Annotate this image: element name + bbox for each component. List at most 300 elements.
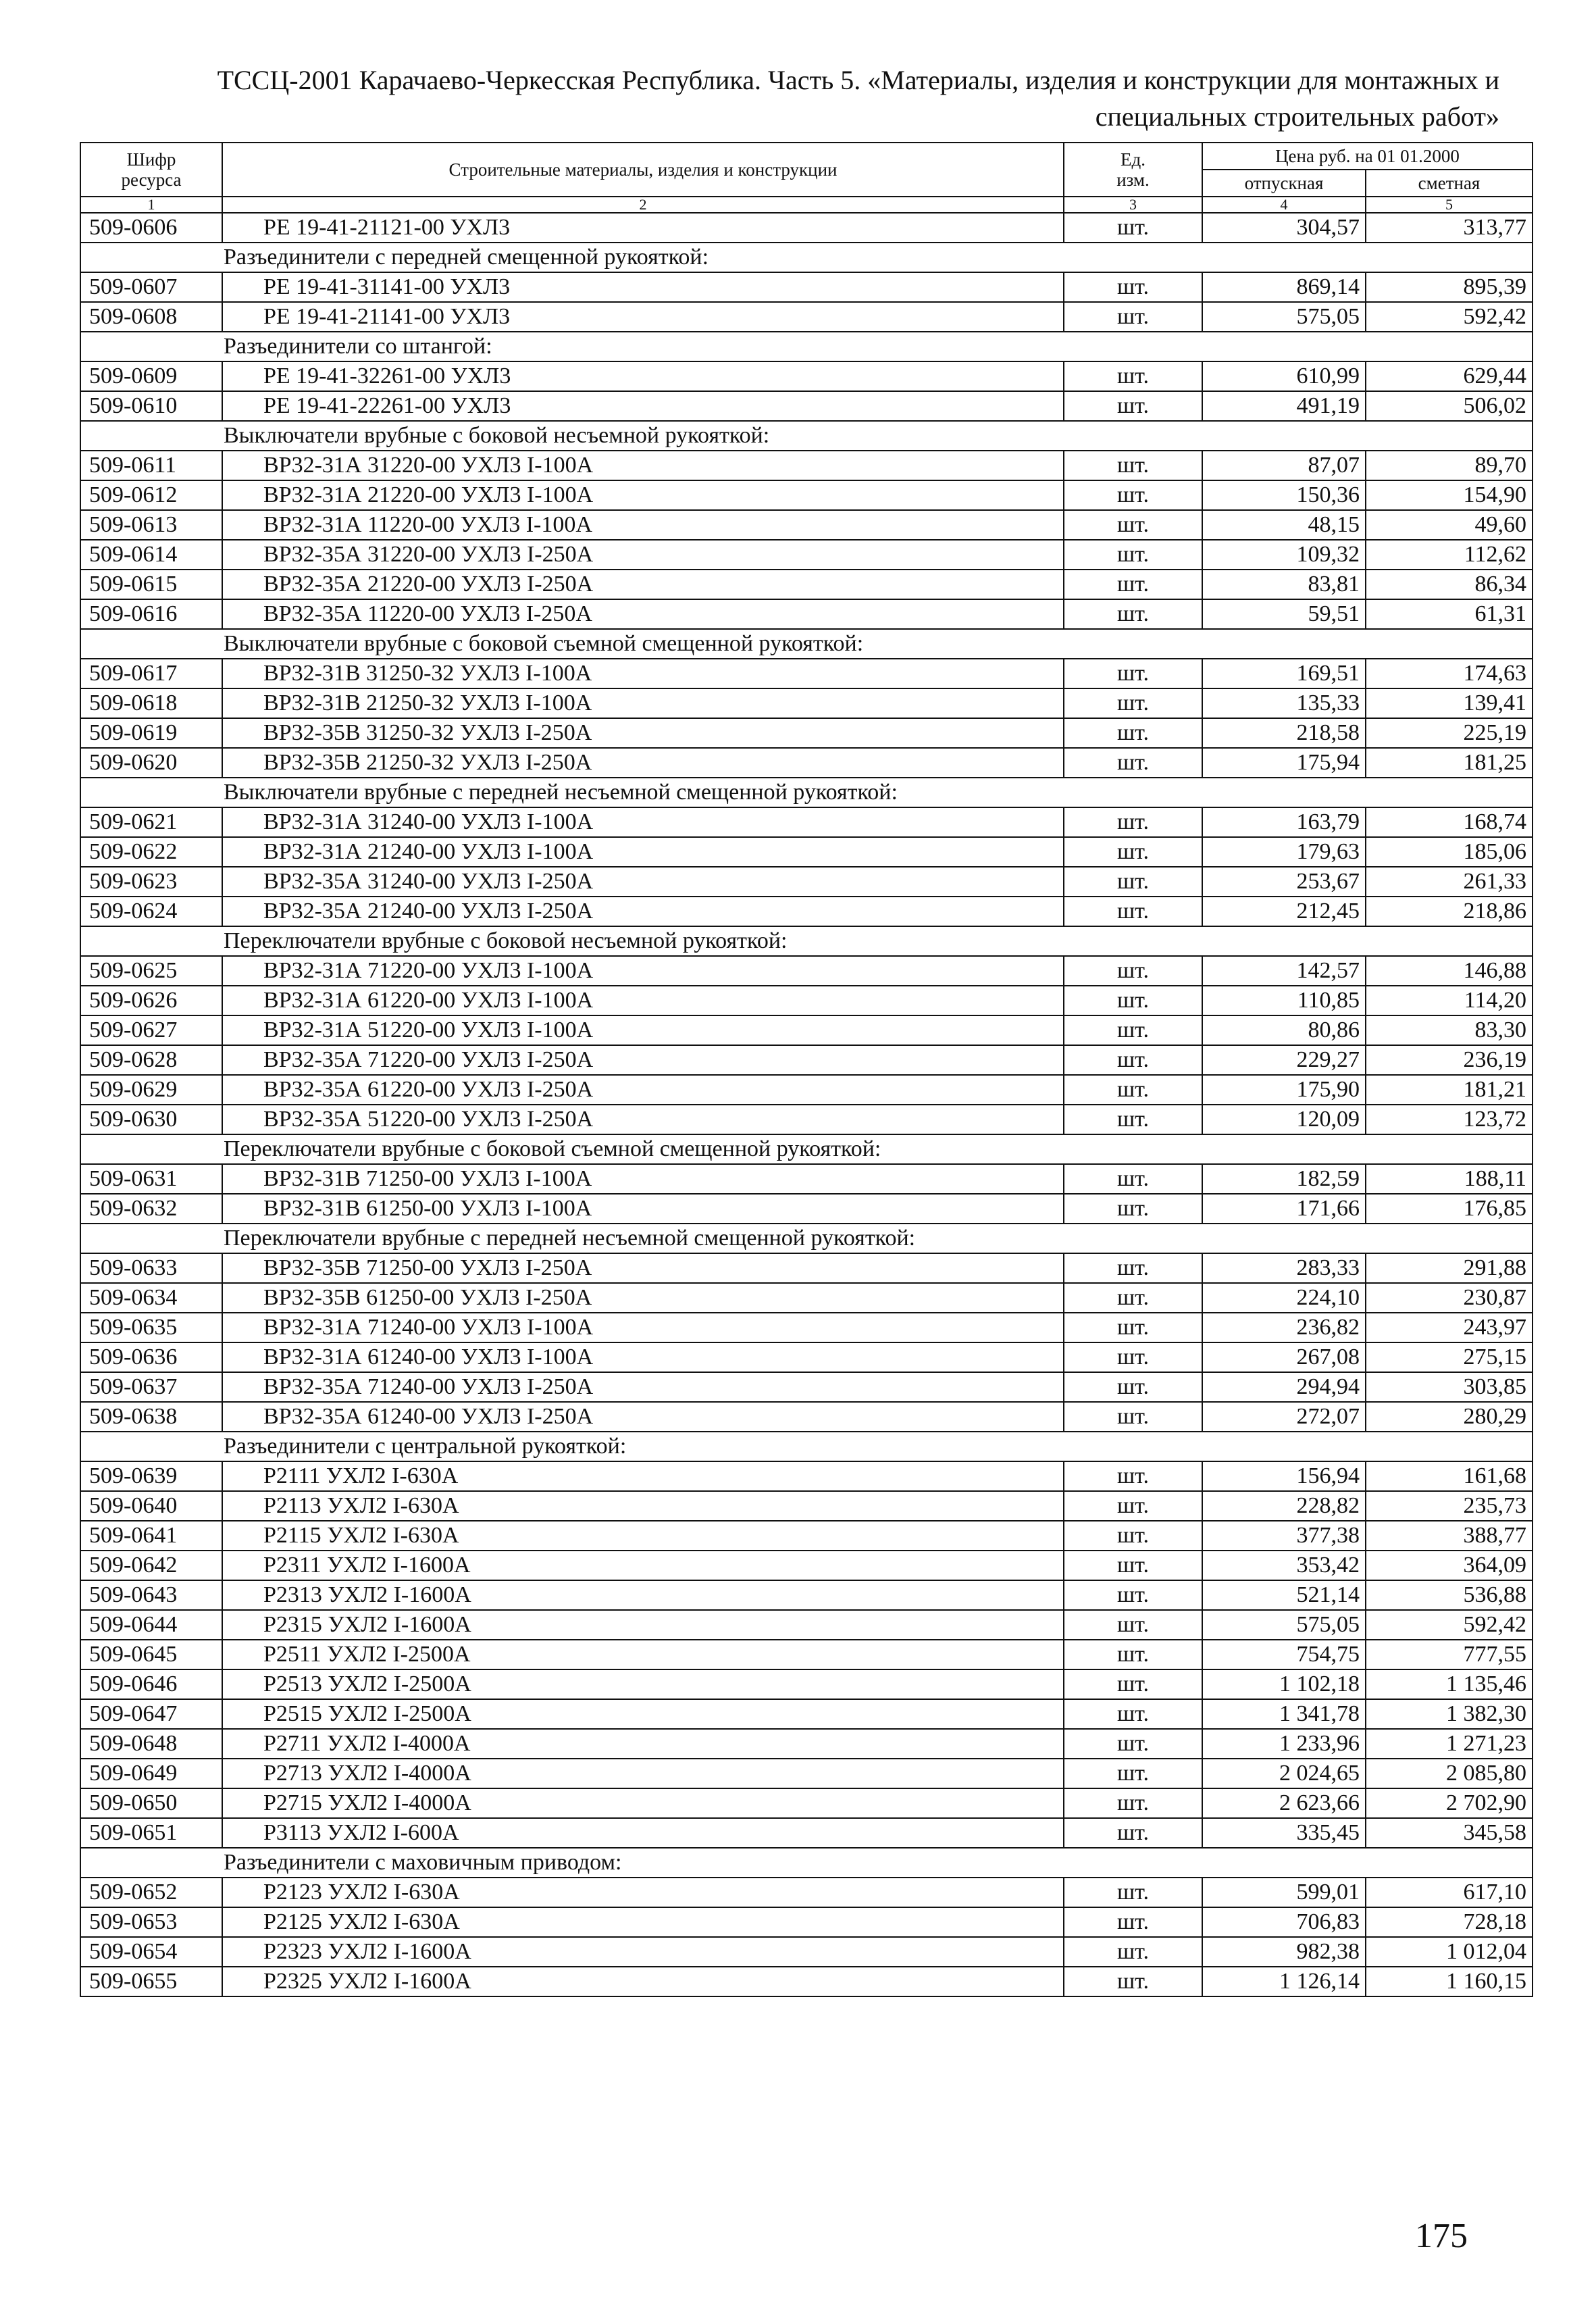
material-name-cell: РЕ 19-41-31141-00 УХЛ3 xyxy=(222,272,1064,302)
section-empty-cell xyxy=(80,629,222,659)
resource-code-cell: 509-0635 xyxy=(80,1313,222,1342)
release-price-cell: 135,33 xyxy=(1202,688,1366,718)
table-row xyxy=(80,599,1533,629)
table-row xyxy=(80,1491,1533,1521)
unit-cell: шт. xyxy=(1064,1580,1202,1610)
unit-cell: шт. xyxy=(1064,1788,1202,1818)
table-row xyxy=(80,1105,1533,1134)
material-name-cell: ВР32-35А 51220-00 УХЛ3 I-250А xyxy=(222,1105,1064,1134)
resource-code-cell: 509-0612 xyxy=(80,480,222,510)
estimate-price-cell: 185,06 xyxy=(1366,837,1533,867)
unit-cell: шт. xyxy=(1064,1342,1202,1372)
table-row xyxy=(80,1342,1533,1372)
unit-cell: шт. xyxy=(1064,599,1202,629)
resource-code-cell: 509-0613 xyxy=(80,510,222,540)
material-name-cell: Р2311 УХЛ2 I-1600А xyxy=(222,1551,1064,1580)
material-name-cell: ВР32-31А 31240-00 УХЛ3 I-100А xyxy=(222,807,1064,837)
table-row xyxy=(80,1759,1533,1788)
section-title: Разъединители с маховичным приводом: xyxy=(222,1848,1533,1878)
estimate-price-cell: 388,77 xyxy=(1366,1521,1533,1551)
release-price-cell: 599,01 xyxy=(1202,1878,1366,1907)
table-row xyxy=(80,748,1533,778)
table-row xyxy=(80,1194,1533,1224)
section-empty-cell xyxy=(80,926,222,956)
release-price-cell: 83,81 xyxy=(1202,570,1366,599)
resource-code-cell: 509-0647 xyxy=(80,1699,222,1729)
resource-code-cell: 509-0626 xyxy=(80,986,222,1015)
section-header-row xyxy=(80,421,1533,451)
material-name-cell: Р2323 УХЛ2 I-1600А xyxy=(222,1937,1064,1967)
resource-code-cell: 509-0640 xyxy=(80,1491,222,1521)
release-price-cell: 218,58 xyxy=(1202,718,1366,748)
section-title: Разъединители с передней смещенной рукояткой: xyxy=(222,243,1533,272)
resource-code-cell: 509-0619 xyxy=(80,718,222,748)
table-row xyxy=(80,1699,1533,1729)
release-price-cell: 179,63 xyxy=(1202,837,1366,867)
column-number: 3 xyxy=(1064,197,1202,213)
resource-code-cell: 509-0645 xyxy=(80,1640,222,1669)
section-header-row xyxy=(80,332,1533,361)
estimate-price-cell: 243,97 xyxy=(1366,1313,1533,1342)
resource-code-cell: 509-0627 xyxy=(80,1015,222,1045)
material-name-cell: ВР32-31А 51220-00 УХЛ3 I-100А xyxy=(222,1015,1064,1045)
unit-cell: шт. xyxy=(1064,391,1202,421)
header-price-release: отпускная xyxy=(1202,170,1366,197)
unit-cell: шт. xyxy=(1064,1105,1202,1134)
unit-cell: шт. xyxy=(1064,451,1202,480)
unit-cell: шт. xyxy=(1064,1491,1202,1521)
release-price-cell: 80,86 xyxy=(1202,1015,1366,1045)
release-price-cell: 228,82 xyxy=(1202,1491,1366,1521)
estimate-price-cell: 506,02 xyxy=(1366,391,1533,421)
section-header-row xyxy=(80,926,1533,956)
section-empty-cell xyxy=(80,778,222,807)
estimate-price-cell: 1 160,15 xyxy=(1366,1967,1533,1996)
column-number: 5 xyxy=(1366,197,1533,213)
unit-cell: шт. xyxy=(1064,1372,1202,1402)
material-name-cell: ВР32-35В 31250-32 УХЛ3 I-250А xyxy=(222,718,1064,748)
material-name-cell: ВР32-31В 61250-00 УХЛ3 I-100А xyxy=(222,1194,1064,1224)
resource-code-cell: 509-0606 xyxy=(80,213,222,243)
release-price-cell: 110,85 xyxy=(1202,986,1366,1015)
unit-cell: шт. xyxy=(1064,867,1202,897)
section-title: Переключатели врубные с боковой несъемной рукояткой: xyxy=(222,926,1533,956)
material-name-cell: Р2313 УХЛ2 I-1600А xyxy=(222,1580,1064,1610)
material-name-cell: РЕ 19-41-32261-00 УХЛ3 xyxy=(222,361,1064,391)
release-price-cell: 377,38 xyxy=(1202,1521,1366,1551)
release-price-cell: 1 341,78 xyxy=(1202,1699,1366,1729)
estimate-price-cell: 592,42 xyxy=(1366,1610,1533,1640)
table-row xyxy=(80,302,1533,332)
estimate-price-cell: 181,21 xyxy=(1366,1075,1533,1105)
material-name-cell: Р2123 УХЛ2 I-630А xyxy=(222,1878,1064,1907)
estimate-price-cell: 1 012,04 xyxy=(1366,1937,1533,1967)
estimate-price-cell: 280,29 xyxy=(1366,1402,1533,1432)
release-price-cell: 1 102,18 xyxy=(1202,1669,1366,1699)
estimate-price-cell: 235,73 xyxy=(1366,1491,1533,1521)
unit-cell: шт. xyxy=(1064,659,1202,688)
material-name-cell: ВР32-35А 71220-00 УХЛ3 I-250А xyxy=(222,1045,1064,1075)
release-price-cell: 1 126,14 xyxy=(1202,1967,1366,1996)
section-title: Выключатели врубные с боковой съемной смещенной рукояткой: xyxy=(222,629,1533,659)
table-row xyxy=(80,1640,1533,1669)
release-price-cell: 171,66 xyxy=(1202,1194,1366,1224)
section-empty-cell xyxy=(80,421,222,451)
section-title: Переключатели врубные с передней несъемной смещенной рукояткой: xyxy=(222,1224,1533,1253)
estimate-price-cell: 728,18 xyxy=(1366,1907,1533,1937)
release-price-cell: 175,94 xyxy=(1202,748,1366,778)
section-empty-cell xyxy=(80,1224,222,1253)
release-price-cell: 706,83 xyxy=(1202,1907,1366,1937)
estimate-price-cell: 1 271,23 xyxy=(1366,1729,1533,1759)
unit-cell: шт. xyxy=(1064,1521,1202,1551)
material-name-cell: ВР32-31В 71250-00 УХЛ3 I-100А xyxy=(222,1164,1064,1194)
header-code xyxy=(80,143,222,197)
material-name-cell: ВР32-35А 21240-00 УХЛ3 I-250А xyxy=(222,897,1064,926)
release-price-cell: 294,94 xyxy=(1202,1372,1366,1402)
material-name-cell: ВР32-35В 21250-32 УХЛ3 I-250А xyxy=(222,748,1064,778)
header-price-estimate: сметная xyxy=(1366,170,1533,197)
estimate-price-cell: 188,11 xyxy=(1366,1164,1533,1194)
unit-cell: шт. xyxy=(1064,1729,1202,1759)
section-title: Разъединители с центральной рукояткой: xyxy=(222,1432,1533,1461)
unit-cell: шт. xyxy=(1064,1610,1202,1640)
header-unit-line2: изм. xyxy=(1116,170,1150,190)
section-header-row xyxy=(80,778,1533,807)
table-row xyxy=(80,956,1533,986)
unit-cell: шт. xyxy=(1064,1818,1202,1848)
unit-cell: шт. xyxy=(1064,1907,1202,1937)
release-price-cell: 575,05 xyxy=(1202,302,1366,332)
unit-cell: шт. xyxy=(1064,1461,1202,1491)
section-empty-cell xyxy=(80,1432,222,1461)
unit-cell: шт. xyxy=(1064,480,1202,510)
table-row xyxy=(80,1907,1533,1937)
material-name-cell: РЕ 19-41-21121-00 УХЛ3 xyxy=(222,213,1064,243)
section-title: Выключатели врубные с передней несъемной смещенной рукояткой: xyxy=(222,778,1533,807)
table-row xyxy=(80,1729,1533,1759)
table-row xyxy=(80,1075,1533,1105)
page-number: 175 xyxy=(1415,2217,1468,2255)
section-title: Разъединители со штангой: xyxy=(222,332,1533,361)
table-row xyxy=(80,1253,1533,1283)
resource-code-cell: 509-0622 xyxy=(80,837,222,867)
table-row xyxy=(80,213,1533,243)
table-row xyxy=(80,1937,1533,1967)
material-name-cell: ВР32-35А 71240-00 УХЛ3 I-250А xyxy=(222,1372,1064,1402)
section-header-row xyxy=(80,629,1533,659)
release-price-cell: 87,07 xyxy=(1202,451,1366,480)
estimate-price-cell: 168,74 xyxy=(1366,807,1533,837)
estimate-price-cell: 261,33 xyxy=(1366,867,1533,897)
column-number: 2 xyxy=(222,197,1064,213)
unit-cell: шт. xyxy=(1064,1759,1202,1788)
table-row xyxy=(80,1461,1533,1491)
table-row xyxy=(80,510,1533,540)
material-name-cell: Р2511 УХЛ2 I-2500А xyxy=(222,1640,1064,1669)
resource-code-cell: 509-0636 xyxy=(80,1342,222,1372)
column-number: 1 xyxy=(80,197,222,213)
table-row xyxy=(80,1788,1533,1818)
table-row xyxy=(80,1521,1533,1551)
release-price-cell: 267,08 xyxy=(1202,1342,1366,1372)
estimate-price-cell: 236,19 xyxy=(1366,1045,1533,1075)
estimate-price-cell: 123,72 xyxy=(1366,1105,1533,1134)
resource-code-cell: 509-0652 xyxy=(80,1878,222,1907)
resource-code-cell: 509-0628 xyxy=(80,1045,222,1075)
resource-code-cell: 509-0620 xyxy=(80,748,222,778)
release-price-cell: 156,94 xyxy=(1202,1461,1366,1491)
unit-cell: шт. xyxy=(1064,688,1202,718)
material-name-cell: ВР32-31А 61240-00 УХЛ3 I-100А xyxy=(222,1342,1064,1372)
material-name-cell: РЕ 19-41-21141-00 УХЛ3 xyxy=(222,302,1064,332)
unit-cell: шт. xyxy=(1064,1313,1202,1342)
table-row xyxy=(80,1580,1533,1610)
section-title: Выключатели врубные с боковой несъемной рукояткой: xyxy=(222,421,1533,451)
table-row xyxy=(80,1402,1533,1432)
estimate-price-cell: 617,10 xyxy=(1366,1878,1533,1907)
release-price-cell: 304,57 xyxy=(1202,213,1366,243)
estimate-price-cell: 629,44 xyxy=(1366,361,1533,391)
resource-code-cell: 509-0623 xyxy=(80,867,222,897)
unit-cell: шт. xyxy=(1064,540,1202,570)
unit-cell: шт. xyxy=(1064,1967,1202,1996)
material-name-cell: Р2715 УХЛ2 I-4000А xyxy=(222,1788,1064,1818)
estimate-price-cell: 303,85 xyxy=(1366,1372,1533,1402)
table-row xyxy=(80,480,1533,510)
table-row xyxy=(80,570,1533,599)
table-row xyxy=(80,1669,1533,1699)
section-header-row xyxy=(80,1224,1533,1253)
estimate-price-cell: 176,85 xyxy=(1366,1194,1533,1224)
estimate-price-cell: 1 135,46 xyxy=(1366,1669,1533,1699)
section-header-row xyxy=(80,1432,1533,1461)
table-row xyxy=(80,867,1533,897)
release-price-cell: 491,19 xyxy=(1202,391,1366,421)
unit-cell: шт. xyxy=(1064,272,1202,302)
material-name-cell: Р2713 УХЛ2 I-4000А xyxy=(222,1759,1064,1788)
estimate-price-cell: 592,42 xyxy=(1366,302,1533,332)
resource-code-cell: 509-0630 xyxy=(80,1105,222,1134)
table-row xyxy=(80,897,1533,926)
resource-code-cell: 509-0633 xyxy=(80,1253,222,1283)
unit-cell: шт. xyxy=(1064,897,1202,926)
table-row xyxy=(80,688,1533,718)
resource-code-cell: 509-0649 xyxy=(80,1759,222,1788)
table-row xyxy=(80,1164,1533,1194)
column-number-row xyxy=(80,197,1533,213)
release-price-cell: 521,14 xyxy=(1202,1580,1366,1610)
estimate-price-cell: 218,86 xyxy=(1366,897,1533,926)
resource-code-cell: 509-0639 xyxy=(80,1461,222,1491)
header-code-line1: Шифр xyxy=(126,149,176,170)
table-row xyxy=(80,1045,1533,1075)
release-price-cell: 236,82 xyxy=(1202,1313,1366,1342)
unit-cell: шт. xyxy=(1064,1669,1202,1699)
material-name-cell: Р2315 УХЛ2 I-1600А xyxy=(222,1610,1064,1640)
resource-code-cell: 509-0654 xyxy=(80,1937,222,1967)
table-header-row-1 xyxy=(80,143,1533,170)
material-name-cell: Р2111 УХЛ2 I-630А xyxy=(222,1461,1064,1491)
release-price-cell: 142,57 xyxy=(1202,956,1366,986)
unit-cell: шт. xyxy=(1064,956,1202,986)
estimate-price-cell: 345,58 xyxy=(1366,1818,1533,1848)
release-price-cell: 48,15 xyxy=(1202,510,1366,540)
estimate-price-cell: 275,15 xyxy=(1366,1342,1533,1372)
release-price-cell: 2 024,65 xyxy=(1202,1759,1366,1788)
material-name-cell: ВР32-31А 61220-00 УХЛ3 I-100А xyxy=(222,986,1064,1015)
unit-cell: шт. xyxy=(1064,1164,1202,1194)
resource-code-cell: 509-0621 xyxy=(80,807,222,837)
estimate-price-cell: 154,90 xyxy=(1366,480,1533,510)
unit-cell: шт. xyxy=(1064,1699,1202,1729)
estimate-price-cell: 313,77 xyxy=(1366,213,1533,243)
table-row xyxy=(80,1283,1533,1313)
material-name-cell: ВР32-31А 31220-00 УХЛ3 I-100А xyxy=(222,451,1064,480)
release-price-cell: 982,38 xyxy=(1202,1937,1366,1967)
table-row xyxy=(80,272,1533,302)
table-row xyxy=(80,1372,1533,1402)
unit-cell: шт. xyxy=(1064,1015,1202,1045)
release-price-cell: 120,09 xyxy=(1202,1105,1366,1134)
section-empty-cell xyxy=(80,1134,222,1164)
document-title-line2: специальных строительных работ» xyxy=(1095,101,1499,132)
resource-code-cell: 509-0655 xyxy=(80,1967,222,1996)
unit-cell: шт. xyxy=(1064,1194,1202,1224)
unit-cell: шт. xyxy=(1064,986,1202,1015)
estimate-price-cell: 536,88 xyxy=(1366,1580,1533,1610)
release-price-cell: 610,99 xyxy=(1202,361,1366,391)
table-row xyxy=(80,1313,1533,1342)
resource-code-cell: 509-0608 xyxy=(80,302,222,332)
resource-code-cell: 509-0614 xyxy=(80,540,222,570)
release-price-cell: 353,42 xyxy=(1202,1551,1366,1580)
unit-cell: шт. xyxy=(1064,1937,1202,1967)
resource-code-cell: 509-0634 xyxy=(80,1283,222,1313)
estimate-price-cell: 2 702,90 xyxy=(1366,1788,1533,1818)
table-row xyxy=(80,391,1533,421)
estimate-price-cell: 2 085,80 xyxy=(1366,1759,1533,1788)
table-row xyxy=(80,361,1533,391)
table-row xyxy=(80,807,1533,837)
release-price-cell: 253,67 xyxy=(1202,867,1366,897)
release-price-cell: 212,45 xyxy=(1202,897,1366,926)
header-unit-line1: Ед. xyxy=(1121,149,1145,170)
section-empty-cell xyxy=(80,243,222,272)
estimate-price-cell: 230,87 xyxy=(1366,1283,1533,1313)
material-name-cell: Р2513 УХЛ2 I-2500А xyxy=(222,1669,1064,1699)
resource-code-cell: 509-0629 xyxy=(80,1075,222,1105)
release-price-cell: 59,51 xyxy=(1202,599,1366,629)
material-name-cell: Р2515 УХЛ2 I-2500А xyxy=(222,1699,1064,1729)
table-row xyxy=(80,1610,1533,1640)
release-price-cell: 869,14 xyxy=(1202,272,1366,302)
section-empty-cell xyxy=(80,332,222,361)
table-row xyxy=(80,1015,1533,1045)
table-row xyxy=(80,540,1533,570)
resource-code-cell: 509-0625 xyxy=(80,956,222,986)
resource-code-cell: 509-0631 xyxy=(80,1164,222,1194)
estimate-price-cell: 174,63 xyxy=(1366,659,1533,688)
estimate-price-cell: 777,55 xyxy=(1366,1640,1533,1669)
estimate-price-cell: 89,70 xyxy=(1366,451,1533,480)
unit-cell: шт. xyxy=(1064,510,1202,540)
table-row xyxy=(80,1551,1533,1580)
resource-code-cell: 509-0624 xyxy=(80,897,222,926)
material-name-cell: Р2113 УХЛ2 I-630А xyxy=(222,1491,1064,1521)
material-name-cell: РЕ 19-41-22261-00 УХЛ3 xyxy=(222,391,1064,421)
estimate-price-cell: 83,30 xyxy=(1366,1015,1533,1045)
section-header-row xyxy=(80,1848,1533,1878)
unit-cell: шт. xyxy=(1064,361,1202,391)
section-header-row xyxy=(80,243,1533,272)
resource-code-cell: 509-0632 xyxy=(80,1194,222,1224)
material-name-cell: ВР32-35В 61250-00 УХЛ3 I-250А xyxy=(222,1283,1064,1313)
section-title: Переключатели врубные с боковой съемной смещенной рукояткой: xyxy=(222,1134,1533,1164)
unit-cell: шт. xyxy=(1064,1878,1202,1907)
estimate-price-cell: 86,34 xyxy=(1366,570,1533,599)
material-name-cell: ВР32-31А 71240-00 УХЛ3 I-100А xyxy=(222,1313,1064,1342)
column-number: 4 xyxy=(1202,197,1366,213)
material-name-cell: ВР32-35А 11220-00 УХЛ3 I-250А xyxy=(222,599,1064,629)
unit-cell: шт. xyxy=(1064,1045,1202,1075)
unit-cell: шт. xyxy=(1064,1283,1202,1313)
resource-code-cell: 509-0617 xyxy=(80,659,222,688)
estimate-price-cell: 1 382,30 xyxy=(1366,1699,1533,1729)
resource-code-cell: 509-0638 xyxy=(80,1402,222,1432)
resource-code-cell: 509-0651 xyxy=(80,1818,222,1848)
table-row xyxy=(80,1967,1533,1996)
resource-code-cell: 509-0615 xyxy=(80,570,222,599)
estimate-price-cell: 364,09 xyxy=(1366,1551,1533,1580)
estimate-price-cell: 61,31 xyxy=(1366,599,1533,629)
table-row xyxy=(80,986,1533,1015)
resource-code-cell: 509-0618 xyxy=(80,688,222,718)
release-price-cell: 224,10 xyxy=(1202,1283,1366,1313)
material-name-cell: ВР32-35А 61220-00 УХЛ3 I-250А xyxy=(222,1075,1064,1105)
resource-code-cell: 509-0648 xyxy=(80,1729,222,1759)
material-name-cell: Р2711 УХЛ2 I-4000А xyxy=(222,1729,1064,1759)
header-name: Строительные материалы, изделия и конструкции xyxy=(222,143,1064,197)
material-name-cell: ВР32-31А 71220-00 УХЛ3 I-100А xyxy=(222,956,1064,986)
material-name-cell: ВР32-31А 11220-00 УХЛ3 I-100А xyxy=(222,510,1064,540)
estimate-price-cell: 161,68 xyxy=(1366,1461,1533,1491)
estimate-price-cell: 291,88 xyxy=(1366,1253,1533,1283)
unit-cell: шт. xyxy=(1064,748,1202,778)
release-price-cell: 150,36 xyxy=(1202,480,1366,510)
release-price-cell: 754,75 xyxy=(1202,1640,1366,1669)
document-title xyxy=(74,62,1499,135)
unit-cell: шт. xyxy=(1064,570,1202,599)
estimate-price-cell: 181,25 xyxy=(1366,748,1533,778)
material-name-cell: ВР32-35А 61240-00 УХЛ3 I-250А xyxy=(222,1402,1064,1432)
section-empty-cell xyxy=(80,1848,222,1878)
release-price-cell: 335,45 xyxy=(1202,1818,1366,1848)
resource-code-cell: 509-0650 xyxy=(80,1788,222,1818)
section-header-row xyxy=(80,1134,1533,1164)
estimate-price-cell: 895,39 xyxy=(1366,272,1533,302)
unit-cell: шт. xyxy=(1064,213,1202,243)
unit-cell: шт. xyxy=(1064,1551,1202,1580)
material-name-cell: Р3113 УХЛ2 I-600А xyxy=(222,1818,1064,1848)
estimate-price-cell: 49,60 xyxy=(1366,510,1533,540)
resource-code-cell: 509-0642 xyxy=(80,1551,222,1580)
table-row xyxy=(80,659,1533,688)
table-row xyxy=(80,451,1533,480)
header-price-group: Цена руб. на 01 01.2000 xyxy=(1202,143,1533,170)
estimate-price-cell: 114,20 xyxy=(1366,986,1533,1015)
estimate-price-cell: 139,41 xyxy=(1366,688,1533,718)
